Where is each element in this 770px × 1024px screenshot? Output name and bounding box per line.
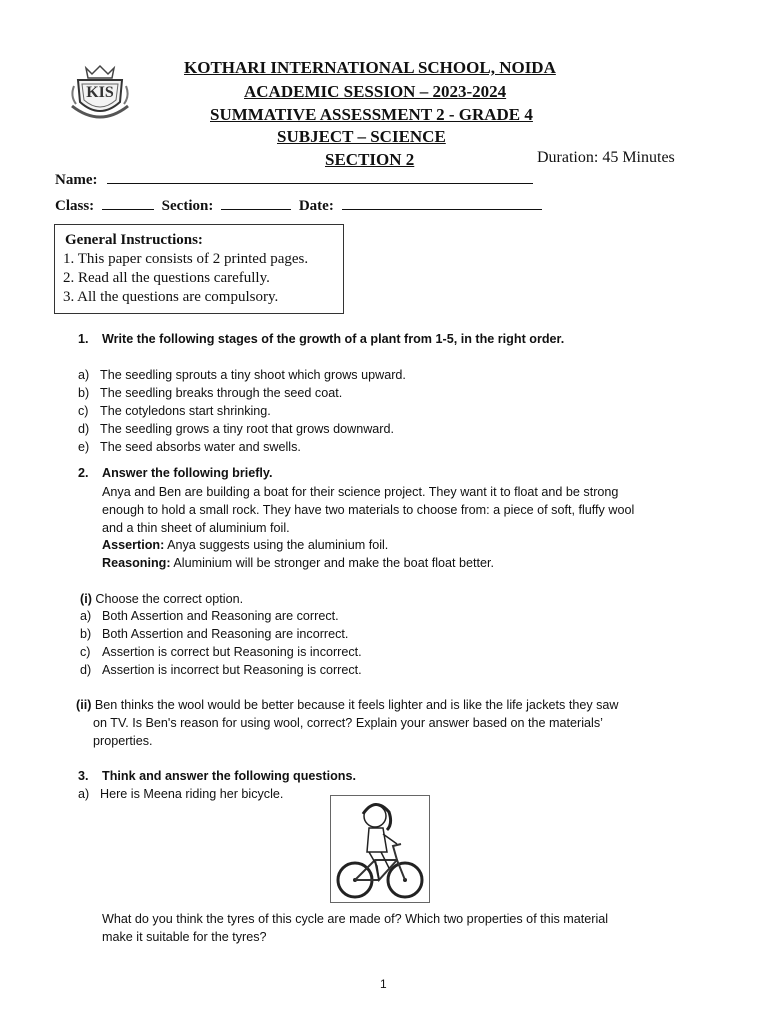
section-title: SECTION 2 [325,150,415,169]
list-item: b) The seedling breaks through the seed coat. [78,386,343,400]
paragraph-line: enough to hold a small rock. They have two materials to choose from: a piece of soft, fluffy wool [102,503,635,517]
section-blank[interactable] [221,197,291,210]
reasoning: Reasoning: Aluminium will be stronger and make the boat float better. [102,556,495,570]
question-3 [78,767,356,785]
question-2 [78,464,273,482]
name-label: Name: [55,172,98,188]
general-instructions-box [54,224,344,314]
list-item: a) Both Assertion and Reasoning are correct. [80,609,339,623]
date-label: Date: [298,198,334,214]
class-blank[interactable] [102,197,154,210]
question-text: Write the following stages of the growth of a plant from 1-5, in the right order. [102,332,565,346]
date-blank[interactable] [342,197,542,210]
instructions-title: General Instructions: [65,232,203,248]
logo-text: KIS [86,84,114,101]
question-number: 3. [78,769,89,783]
section-label: Section: [161,198,214,214]
list-item: a) Here is Meena riding her bicycle. [78,787,284,801]
question-number: 2. [78,466,89,480]
list-item: c) Assertion is correct but Reasoning is incorrect. [80,645,362,659]
class-row [55,197,542,215]
name-blank[interactable] [107,171,533,184]
part-ii: (ii) Ben thinks the wool would be better because it feels lighter and is like the life jackets they saw [76,698,619,712]
school-logo [68,62,132,126]
instruction-item: 3. All the questions are compulsory. [63,289,279,305]
paragraph-line: properties. [93,734,153,748]
instruction-item: 2. Read all the questions carefully. [63,270,270,286]
question-number: 1. [78,332,89,346]
question-text: Think and answer the following questions. [102,769,356,783]
list-item: d) Assertion is incorrect but Reasoning is correct. [80,663,362,677]
assertion: Assertion: Anya suggests using the aluminium foil. [102,538,389,552]
subject-title: SUBJECT – SCIENCE [277,127,446,146]
paragraph-line: make it suitable for the tyres? [102,930,267,944]
assessment-title: SUMMATIVE ASSESSMENT 2 - GRADE 4 [210,105,533,124]
paragraph-line: on TV. Is Ben's reason for using wool, correct? Explain your answer based on the materials’ [93,716,603,730]
list-item: d) The seedling grows a tiny root that grows downward. [78,422,395,436]
question-text: Answer the following briefly. [102,466,273,480]
school-name: KOTHARI INTERNATIONAL SCHOOL, NOIDA [184,58,556,77]
list-item: b) Both Assertion and Reasoning are incorrect. [80,627,349,641]
list-item: c) The cotyledons start shrinking. [78,404,271,418]
paragraph-line: Anya and Ben are building a boat for their science project. They want it to float and be strong [102,485,619,499]
paragraph-line: and a thin sheet of aluminium foil. [102,521,290,535]
academic-session: ACADEMIC SESSION – 2023-2024 [244,82,507,101]
class-label: Class: [55,198,95,214]
paragraph-line: What do you think the tyres of this cycle are made of? Which two properties of this material [102,912,609,926]
part-i: (i) Choose the correct option. [80,592,244,606]
instruction-item: 1. This paper consists of 2 printed pages. [63,251,309,267]
girl-on-bicycle-image [330,795,430,903]
list-item: e) The seed absorbs water and swells. [78,440,301,454]
name-field[interactable] [55,171,533,189]
page-number: 1 [380,977,387,991]
duration: Duration: 45 Minutes [537,149,675,166]
question-1 [78,330,564,348]
list-item: a) The seedling sprouts a tiny shoot which grows upward. [78,368,406,382]
